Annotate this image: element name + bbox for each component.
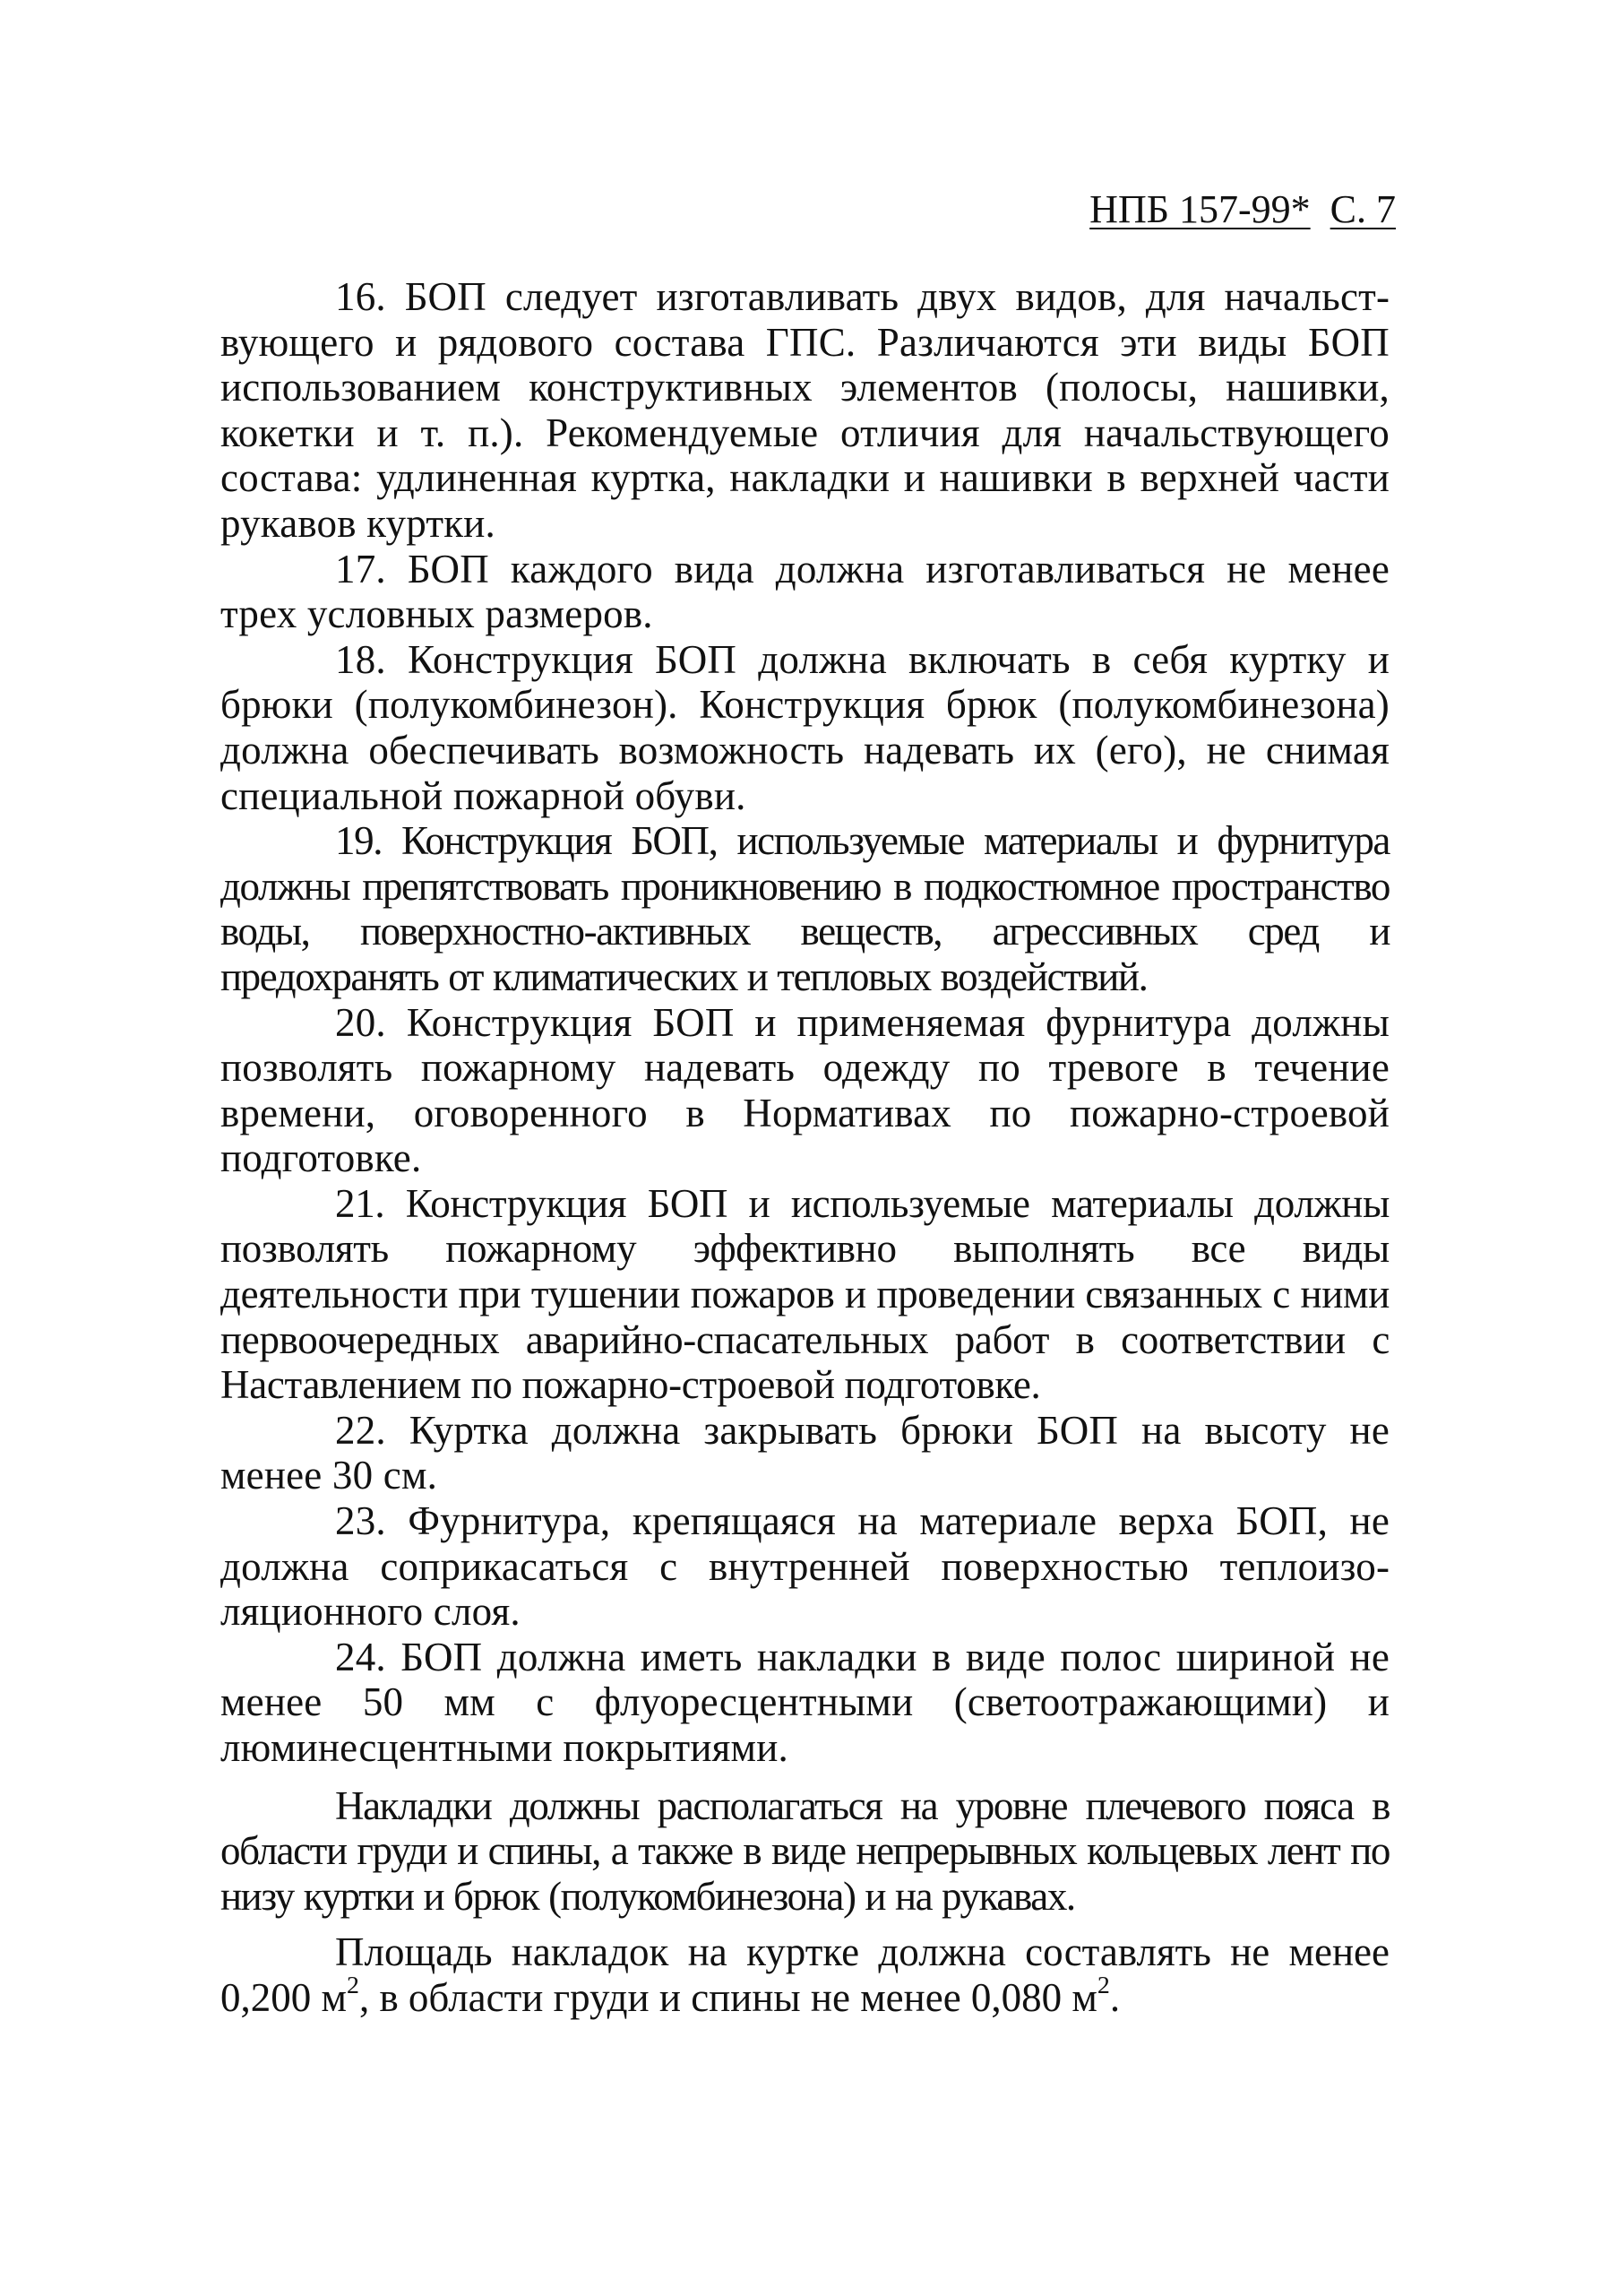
page-header (1089, 187, 1396, 231)
paragraph-22: 22. Куртка должна закрывать брюки БОП на высоту не менее 30 см. (220, 1407, 1390, 1498)
document-body (220, 274, 1390, 2021)
page-number: С. 7 (1330, 187, 1396, 231)
paragraph-19: 19. Конструкция БОП, используемые материалы и фурнитура должны препятствовать проникновению в подкостюмное пространство воды, поверхностно-активных веществ, агрессивных сред и предохранять от климатических и тепловых воздействий. (220, 818, 1390, 999)
paragraph-21: 21. Конструкция БОП и используемые материалы должны позволять пожарному эффективно выполнять все виды деятельности при тушении пожаров и проведении связанных с ними первоочередных аварийно-спасательных работ в соответствии с Наставлением по пожарно-строевой подготовке. (220, 1180, 1390, 1408)
paragraph-overlays-placement: Накладки должны располагаться на уровне плечевого пояса в области груди и спины, а также в виде непрерывных кольцевых лент по низу куртки и брюк (полукомбинезона) и на рукавах. (220, 1782, 1390, 1919)
paragraph-24: 24. БОП должна иметь накладки в виде полос шириной не менее 50 мм с флуоресцентными (светоотражающими) и люминесцентными покрытиями. (220, 1634, 1390, 1770)
paragraph-18: 18. Конструкция БОП должна включать в себя куртку и брюки (полукомбинезон). Конструкция брюк (полукомбинезона) должна обеспечивать возможность надевать их (его), не снимая специальной пожарной обуви. (220, 636, 1390, 818)
document-code: НПБ 157-99* (1089, 187, 1311, 231)
paragraph-23: 23. Фурнитура, крепящаяся на материале верха БОП, не должна соприкасаться с внутренней поверхностью теплоизоляционного слоя. (220, 1498, 1390, 1635)
area-text-2: , в области груди и спины не менее 0,080 м (358, 1974, 1097, 2020)
paragraph-17: 17. БОП каждого вида должна изготавливаться не менее трех условных размеров. (220, 546, 1390, 637)
superscript-squared-2: 2 (1097, 1971, 1110, 1999)
paragraph-16: 16. БОП следует изготавливать двух видов, для начальствующего и рядового состава ГПС. Различаются эти виды БОП использованием конструктивных элементов (полосы, нашивки, кокетки и т. п.). Рекомендуемые отличия для начальствующего состава: удлиненная куртка, накладки и нашивки в верхней части рукавов куртки. (220, 274, 1390, 546)
superscript-squared-1: 2 (346, 1971, 359, 1999)
area-text-1: Площадь накладок на куртке должна составлять не менее 0,200 м (220, 1929, 1390, 2020)
paragraph-overlays-area (220, 1929, 1390, 2020)
area-text-3: . (1109, 1974, 1121, 2020)
paragraph-20: 20. Конструкция БОП и применяемая фурнитура должны позволять пожарному надевать одежду по тревоге в течение времени, оговоренного в Нормативах по пожарно-строевой подготовке. (220, 999, 1390, 1181)
